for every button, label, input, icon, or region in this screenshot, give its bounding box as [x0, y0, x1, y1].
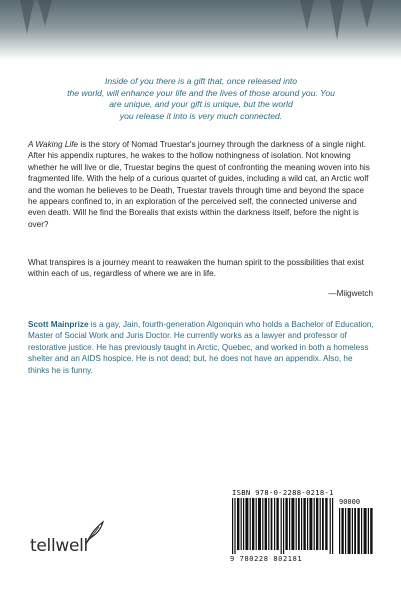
ean-digits: 9 780228 802181 — [230, 555, 303, 563]
isbn-text: ISBN 978-0-2288-0218-1 — [232, 488, 334, 497]
tree-silhouette — [360, 0, 374, 28]
quill-icon — [82, 520, 106, 546]
author-bio — [28, 319, 374, 376]
addon-barcode-icon — [339, 508, 373, 554]
author-bio-text: is a gay, Jain, fourth-generation Algonquin who holds a Bachelor of Education, Master of Social Work and Juris Doctor. He currently works as a lawyer and professor of restorative justice. He has previously taught in Arctic, Quebec, and worked in both a homeless shelter and an AIDS hospice. He is not dead; but, he does not have an appendix. Also, he thinks he is funny. — [28, 320, 374, 375]
barcode-icon — [232, 498, 336, 554]
synopsis-paragraph — [28, 139, 374, 230]
book-title: A Waking Life — [28, 140, 79, 149]
tree-silhouette — [38, 0, 52, 26]
tree-silhouette — [330, 0, 344, 40]
tree-silhouette — [300, 0, 314, 30]
publisher-logo — [30, 520, 110, 560]
signature: —Miigwetch — [328, 289, 373, 298]
publisher-name: tellwell — [30, 536, 88, 556]
barcode-area — [228, 486, 378, 566]
header-sky-image — [0, 0, 401, 60]
synopsis-text: is the story of Nomad Truestar's journey through the darkness of a single night. After his appendix ruptures, he wakes to the hollow nothingness of isolation. Not knowing whether he will live or die, Truestar begins the quest of confronting the meaning woven into his fragmented life. With the help of a curious quartet of guides, including a wild cat, an Arctic wolf and the woman he believes to be Death, Truestar travels through time and beyond the space he appears confined to, in an exploration of the perceived self, the connected universe and even death. Will he find the Borealis that exists within the darkness itself, before the night is over? — [28, 140, 370, 229]
tree-silhouette — [20, 0, 34, 34]
price-code: 90000 — [339, 498, 361, 506]
epigraph-line: are unique, and your gift is unique, but the world — [109, 99, 293, 110]
epigraph — [36, 76, 366, 123]
epigraph-line: you release it into is very much connected. — [119, 111, 283, 122]
reflection-paragraph: What transpires is a journey meant to reawaken the human spirit to the possibilities that exist within each of us, regardless of where we are in life. — [28, 258, 364, 279]
author-name: Scott Mainprize — [28, 320, 89, 329]
epigraph-line: the world, will enhance your life and the lives of those around you. You — [67, 87, 335, 98]
epigraph-line: Inside of you there is a gift that, once released into — [104, 76, 298, 86]
